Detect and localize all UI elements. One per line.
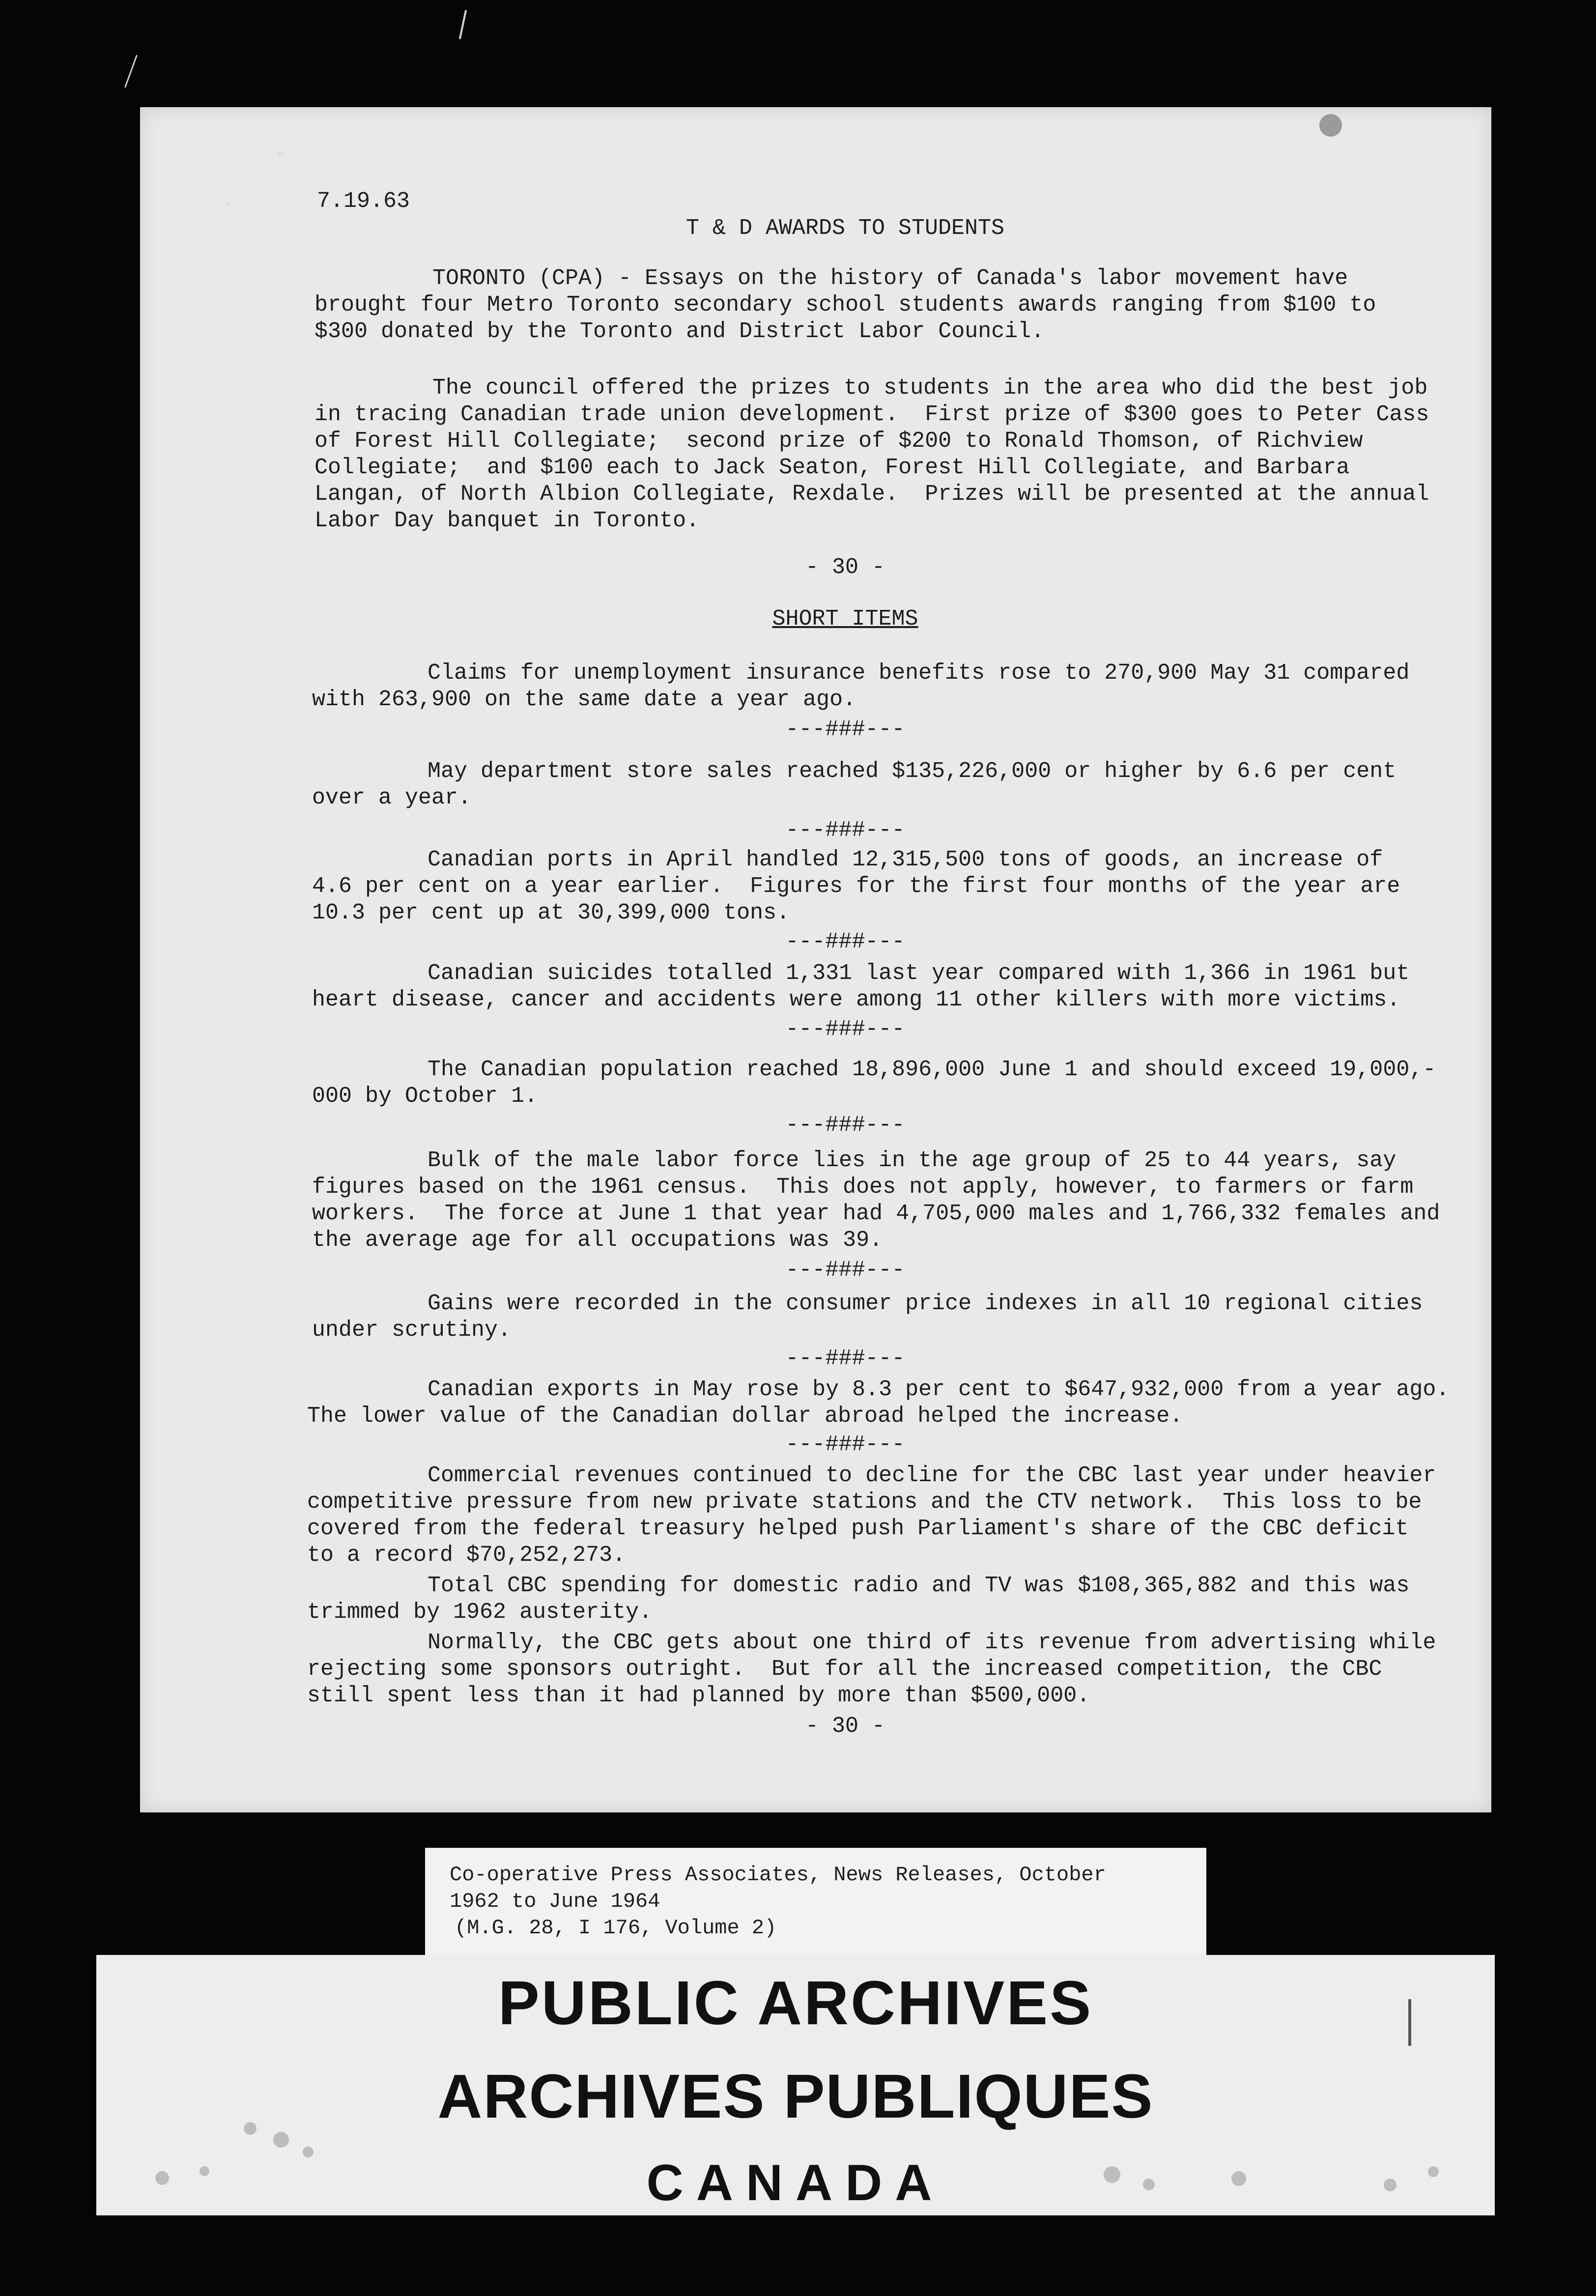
text-line: Collegiate; and $100 each to Jack Seaton, Forest Hill Collegiate, and Barbara (314, 455, 1350, 480)
text-line: Normally, the CBC gets about one third of its revenue from advertising while (428, 1630, 1436, 1655)
document-title: T & D AWARDS TO STUDENTS (685, 216, 1005, 241)
source-line: (M.G. 28, I 176, Volume 2) (455, 1916, 777, 1940)
page-marker: - 30 - (805, 555, 885, 580)
item-separator: ---###--- (785, 818, 905, 843)
text-line: in tracing Canadian trade union development. First prize of $300 goes to Peter Cass (314, 402, 1429, 427)
text-line: trimmed by 1962 austerity. (307, 1600, 653, 1625)
item-separator: ---###--- (785, 1432, 905, 1457)
text-line: The council offered the prizes to students in the area who did the best job (432, 375, 1428, 401)
text-line: TORONTO (CPA) - Essays on the history of Canada's labor movement have (432, 266, 1348, 291)
text-line: The lower value of the Canadian dollar abroad helped the increase. (307, 1404, 1183, 1429)
banner-speck (1143, 2179, 1155, 2190)
section-heading: SHORT ITEMS (772, 606, 918, 631)
text-line: $300 donated by the Toronto and District Labor Council. (314, 319, 1045, 344)
text-line: over a year. (312, 785, 472, 810)
text-line: the average age for all occupations was 39. (312, 1228, 883, 1253)
text-line: Total CBC spending for domestic radio and TV was $108,365,882 and this was (428, 1573, 1410, 1598)
item-separator: ---###--- (785, 1017, 905, 1042)
film-scratch (459, 10, 467, 39)
banner-speck (303, 2147, 314, 2157)
source-card (425, 1848, 1206, 1956)
text-line: May department store sales reached $135,226,000 or higher by 6.6 per cent (428, 759, 1396, 784)
banner-speck (155, 2171, 169, 2185)
banner-speck (200, 2166, 209, 2176)
item-separator: ---###--- (785, 1346, 905, 1371)
text-line: 000 by October 1. (312, 1084, 538, 1109)
banner-speck (1104, 2166, 1120, 2183)
banner-speck (273, 2132, 289, 2148)
text-line: brought four Metro Toronto secondary school students awards ranging from $100 to (314, 292, 1376, 317)
text-line: The Canadian population reached 18,896,000 June 1 and should exceed 19,000,- (428, 1057, 1436, 1082)
text-line: Claims for unemployment insurance benefits rose to 270,900 May 31 compared (428, 660, 1410, 686)
text-line: workers. The force at June 1 that year had 4,705,000 males and 1,766,332 females and (312, 1201, 1440, 1226)
item-separator: ---###--- (785, 717, 905, 742)
text-line: under scrutiny. (312, 1318, 512, 1343)
item-separator: ---###--- (785, 929, 905, 954)
end-marker: - 30 - (805, 1714, 885, 1739)
document-date: 7.19.63 (317, 189, 410, 214)
archive-banner (96, 1955, 1495, 2215)
document-page (140, 107, 1491, 1812)
text-line: Commercial revenues continued to decline for the CBC last year under heavier (428, 1463, 1436, 1488)
text-line: heart disease, cancer and accidents were among 11 other killers with more victims. (312, 987, 1400, 1012)
film-speck (278, 151, 284, 157)
banner-line-english: PUBLIC ARCHIVES (498, 1968, 1093, 2038)
text-line: Bulk of the male labor force lies in the age group of 25 to 44 years, say (428, 1148, 1396, 1173)
text-line: Canadian exports in May rose by 8.3 per cent to $647,932,000 from a year ago. (428, 1377, 1450, 1402)
text-line: of Forest Hill Collegiate; second prize of $200 to Ronald Thomson, of Richview (314, 429, 1363, 454)
source-line: Co-operative Press Associates, News Releases, October (450, 1863, 1106, 1887)
text-line: still spent less than it had planned by more than $500,000. (307, 1683, 1090, 1708)
text-line: with 263,900 on the same date a year ago. (312, 687, 856, 712)
text-line: rejecting some sponsors outright. But for all the increased competition, the CBC (307, 1657, 1382, 1682)
source-line: 1962 to June 1964 (450, 1890, 660, 1913)
banner-mark (1408, 1999, 1411, 2046)
text-line: Canadian suicides totalled 1,331 last year compared with 1,366 in 1961 but (428, 961, 1410, 986)
text-line: Labor Day banquet in Toronto. (314, 508, 700, 533)
text-line: competitive pressure from new private stations and the CTV network. This loss to be (307, 1490, 1422, 1515)
text-line: covered from the federal treasury helped push Parliament's share of the CBC deficit (307, 1516, 1409, 1541)
text-line: 4.6 per cent on a year earlier. Figures for the first four months of the year are (312, 874, 1400, 899)
banner-speck (1231, 2171, 1246, 2186)
item-separator: ---###--- (785, 1113, 905, 1138)
banner-speck (1384, 2179, 1396, 2191)
banner-line-french: ARCHIVES PUBLIQUES (437, 2062, 1154, 2131)
banner-line-country: CANADA (646, 2154, 945, 2211)
film-scratch (124, 55, 138, 88)
text-line: Langan, of North Albion Collegiate, Rexdale. Prizes will be presented at the annual (314, 482, 1429, 507)
text-line: Gains were recorded in the consumer price indexes in all 10 regional cities (428, 1291, 1423, 1316)
film-speck (225, 201, 230, 206)
paper-blemish (1319, 114, 1342, 137)
banner-speck (1428, 2166, 1439, 2177)
text-line: to a record $70,252,273. (307, 1543, 626, 1568)
text-line: figures based on the 1961 census. This does not apply, however, to farmers or farm (312, 1175, 1414, 1200)
text-line: 10.3 per cent up at 30,399,000 tons. (312, 900, 790, 925)
banner-speck (244, 2122, 256, 2135)
text-line: Canadian ports in April handled 12,315,500 tons of goods, an increase of (428, 847, 1383, 872)
item-separator: ---###--- (785, 1258, 905, 1283)
